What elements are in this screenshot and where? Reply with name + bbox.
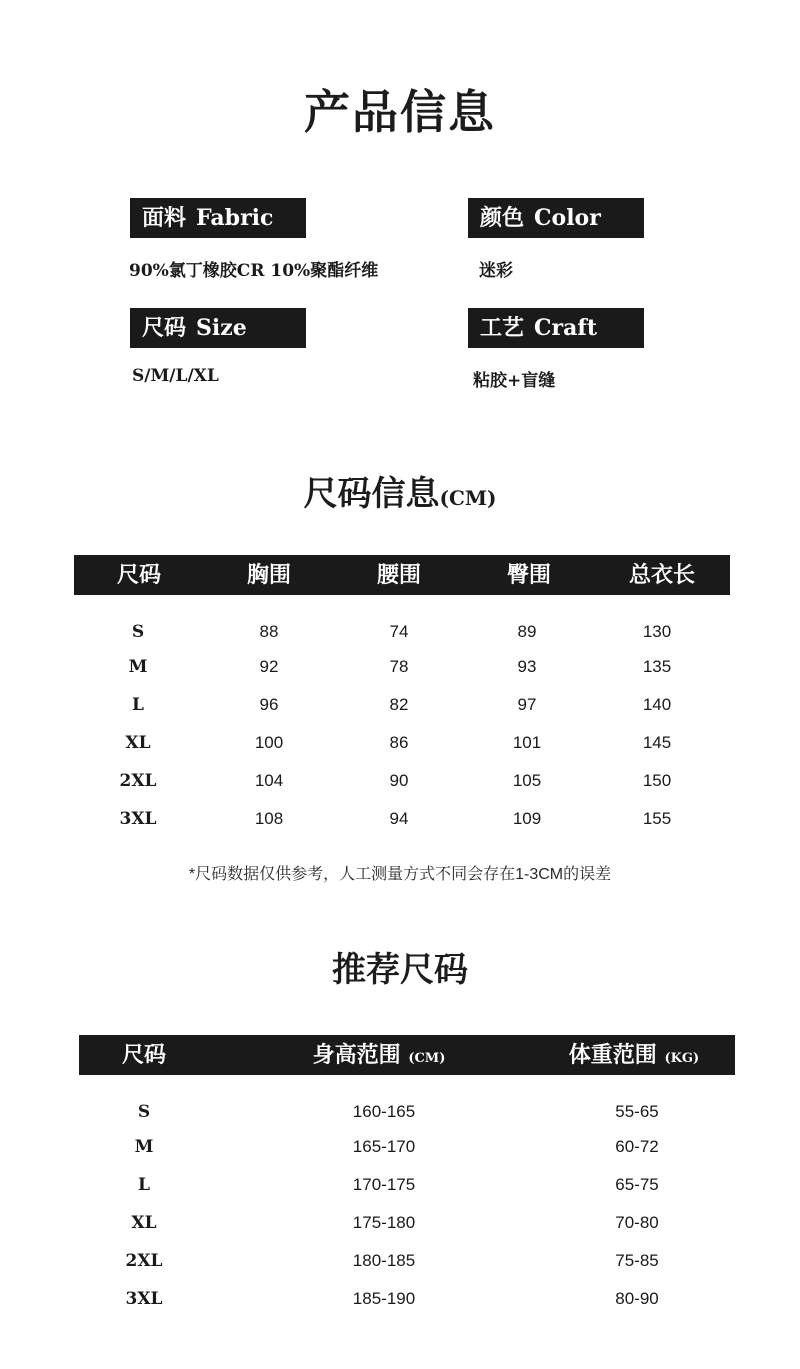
hip-cell: 105 <box>512 771 542 790</box>
height-cell: 175-180 <box>352 1213 416 1232</box>
size-cell: 2XL <box>119 771 157 791</box>
recommend-header-height <box>299 1035 459 1075</box>
product-info-title: 产品信息 <box>304 85 496 139</box>
recommend-title: 推荐尺码 <box>332 950 468 990</box>
height-cell: 165-170 <box>352 1137 416 1156</box>
weight-cell: 75-85 <box>615 1251 659 1270</box>
size-cell: S <box>131 622 145 642</box>
waist-cell: 86 <box>389 733 409 752</box>
table-row <box>0 617 800 647</box>
table-row <box>0 1246 800 1276</box>
hip-cell: 97 <box>517 695 537 714</box>
craft-value: 粘胶+盲缝 <box>473 371 556 391</box>
color-label-cn: 颜色 <box>480 205 525 231</box>
size-label-en: Size <box>196 315 247 341</box>
size-header-chest: 胸围 <box>246 562 291 588</box>
table-row <box>0 1284 800 1314</box>
chest-cell: 92 <box>259 657 279 676</box>
recommend-header-size-label: 尺码 <box>121 1042 166 1068</box>
table-row <box>0 728 800 758</box>
weight-cell: 60-72 <box>615 1137 659 1156</box>
size-cell: 3XL <box>119 809 157 829</box>
size-cell: L <box>138 1175 150 1195</box>
fabric-label <box>130 198 306 238</box>
table-row <box>0 652 800 682</box>
table-row <box>0 1208 800 1238</box>
length-cell: 155 <box>642 809 672 828</box>
recommend-header-weight-unit: (KG) <box>664 1051 700 1066</box>
chest-cell: 104 <box>254 771 284 790</box>
recommend-header-weight <box>549 1035 719 1075</box>
color-label <box>468 198 644 238</box>
height-cell: 180-185 <box>352 1251 416 1270</box>
size-header-length: 总衣长 <box>628 562 695 588</box>
craft-label-en: Craft <box>534 315 597 341</box>
recommend-header-height-unit: (CM) <box>408 1051 446 1066</box>
chest-cell: 108 <box>254 809 284 828</box>
height-cell: 170-175 <box>352 1175 416 1194</box>
recommend-header-weight-label: 体重范围 <box>568 1042 657 1068</box>
size-cell: XL <box>131 1213 157 1233</box>
size-info-unit: (CM) <box>439 486 497 510</box>
size-cell: M <box>134 1137 154 1157</box>
weight-cell: 80-90 <box>615 1289 659 1308</box>
size-table-header <box>74 555 730 595</box>
chest-cell: 100 <box>254 733 284 752</box>
craft-label-cn: 工艺 <box>480 315 525 341</box>
table-row <box>0 1097 800 1127</box>
color-value: 迷彩 <box>479 261 513 281</box>
weight-cell: 70-80 <box>615 1213 659 1232</box>
length-cell: 135 <box>642 657 672 676</box>
length-cell: 130 <box>642 622 672 641</box>
recommend-header-height-label: 身高范围 <box>312 1042 401 1068</box>
hip-cell: 93 <box>517 657 537 676</box>
size-cell: XL <box>125 733 151 753</box>
size-cell: L <box>132 695 144 715</box>
recommend-table-header <box>79 1035 735 1075</box>
length-cell: 140 <box>642 695 672 714</box>
color-label-en: Color <box>534 205 601 231</box>
table-row <box>0 1132 800 1162</box>
size-cell: S <box>137 1102 151 1122</box>
table-row <box>0 690 800 720</box>
size-label <box>130 308 306 348</box>
length-cell: 145 <box>642 733 672 752</box>
chest-cell: 96 <box>259 695 279 714</box>
table-row <box>0 804 800 834</box>
size-header-hip: 臀围 <box>506 562 551 588</box>
size-cell: 3XL <box>125 1289 163 1309</box>
fabric-label-en: Fabric <box>196 205 274 231</box>
chest-cell: 88 <box>259 622 279 641</box>
fabric-label-cn: 面料 <box>142 205 187 231</box>
waist-cell: 90 <box>389 771 409 790</box>
size-note: *尺码数据仅供参考，人工测量方式不同会存在1-3CM的误差 <box>188 866 612 883</box>
hip-cell: 89 <box>517 622 537 641</box>
fabric-value: 90%氯丁橡胶CR 10%聚酯纤维 <box>129 261 379 281</box>
size-cell: M <box>128 657 148 677</box>
length-cell: 150 <box>642 771 672 790</box>
size-info-title-text: 尺码信息 <box>303 474 440 514</box>
hip-cell: 101 <box>512 733 542 752</box>
table-row <box>0 1170 800 1200</box>
size-label-cn: 尺码 <box>142 315 187 341</box>
size-header-waist: 腰围 <box>376 562 421 588</box>
waist-cell: 78 <box>389 657 409 676</box>
weight-cell: 55-65 <box>615 1102 659 1121</box>
size-value: S/M/L/XL <box>132 366 219 386</box>
waist-cell: 74 <box>389 622 409 641</box>
hip-cell: 109 <box>512 809 542 828</box>
height-cell: 160-165 <box>352 1102 416 1121</box>
recommend-header-size <box>79 1035 209 1075</box>
size-header-size: 尺码 <box>116 562 161 588</box>
weight-cell: 65-75 <box>615 1175 659 1194</box>
table-row <box>0 766 800 796</box>
craft-label <box>468 308 644 348</box>
height-cell: 185-190 <box>352 1289 416 1308</box>
waist-cell: 94 <box>389 809 409 828</box>
size-cell: 2XL <box>125 1251 163 1271</box>
waist-cell: 82 <box>389 695 409 714</box>
size-info-title <box>0 466 800 515</box>
